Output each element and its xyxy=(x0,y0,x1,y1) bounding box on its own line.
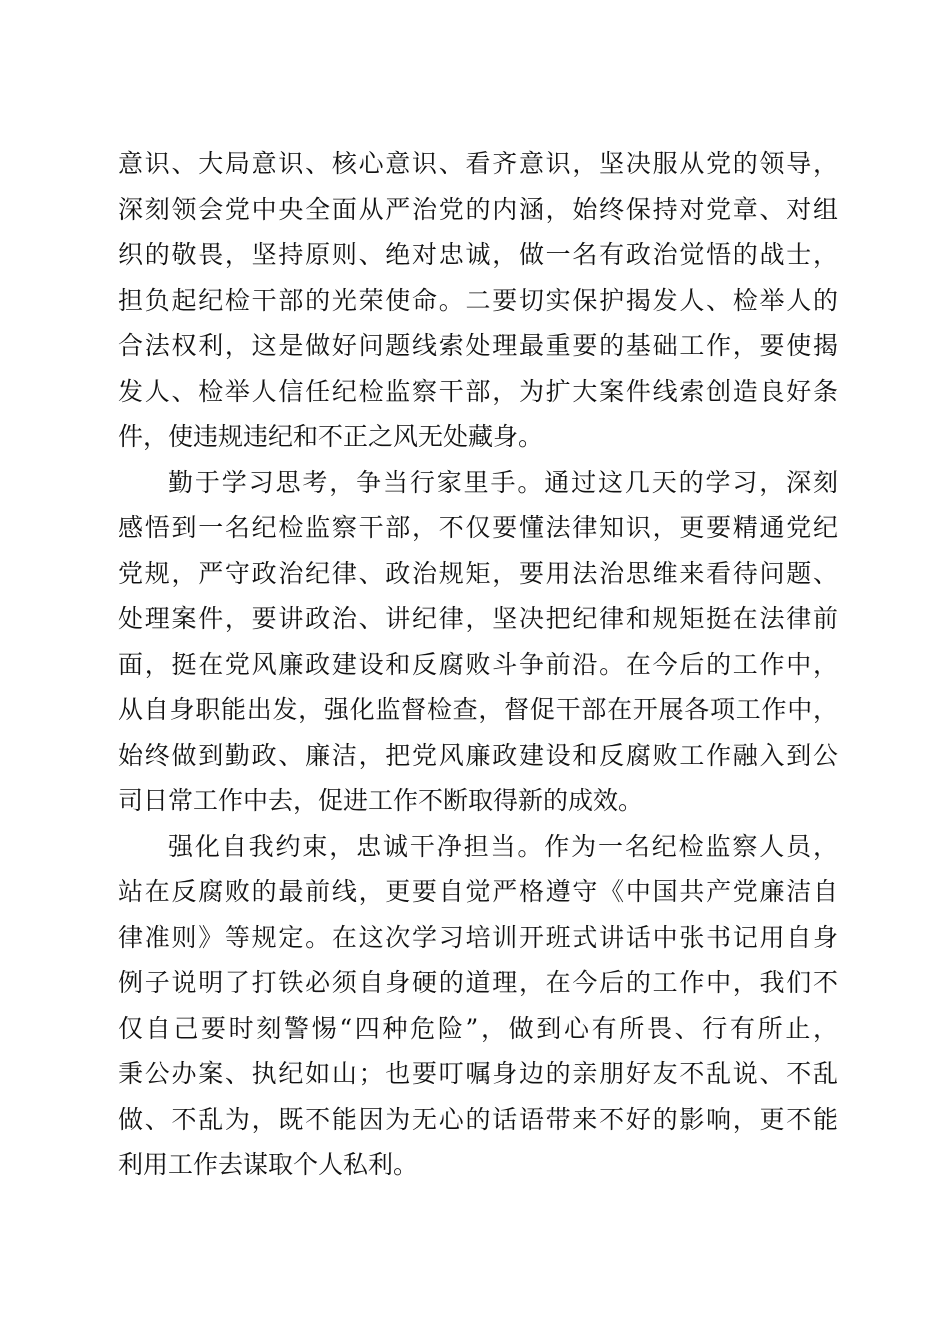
paragraph-3-line-7: 做、不乱为，既不能因为无心的话语带来不好的影响，更不能 xyxy=(118,1104,838,1134)
paragraph-1-line-5: 合法权利，这是做好问题线索处理最重要的基础工作，要使揭 xyxy=(118,331,838,360)
paragraph-1-line-1: 意识、大局意识、核心意识、看齐意识，坚决服从党的领导， xyxy=(118,149,838,178)
document-body xyxy=(118,141,838,1188)
paragraph-3-line-4: 例子说明了打铁必须自身硬的道理，在今后的工作中，我们不 xyxy=(118,968,838,997)
paragraph-1-line-4: 担负起纪检干部的光荣使命。二要切实保护揭发人、检举人的 xyxy=(118,285,838,315)
paragraph-3-line-2: 站在反腐败的最前线，更要自觉严格遵守《中国共产党廉洁自 xyxy=(118,877,838,906)
paragraph-3-line-6: 秉公办案、执纪如山；也要叮嘱身边的亲朋好友不乱说、不乱 xyxy=(118,1059,838,1088)
paragraph-2-line-1: 勤于学习思考，争当行家里手。通过这几天的学习，深刻 xyxy=(168,467,838,497)
paragraph-3-line-1: 强化自我约束，忠诚干净担当。作为一名纪检监察人员， xyxy=(168,831,838,861)
paragraph-2-line-6: 从自身职能出发，强化监督检查，督促干部在开展各项工作中， xyxy=(118,695,838,724)
paragraph-1-line-3: 织的敬畏，坚持原则、绝对忠诚，做一名有政治觉悟的战士， xyxy=(118,240,838,269)
paragraph-2-line-7: 始终做到勤政、廉洁，把党风廉政建设和反腐败工作融入到公 xyxy=(118,740,838,770)
paragraph-2-line-5: 面，挺在党风廉政建设和反腐败斗争前沿。在今后的工作中， xyxy=(118,649,838,679)
paragraph-2-line-8: 司日常工作中去，促进工作不断取得新的成效。 xyxy=(118,786,644,815)
paragraph-3-line-8: 利用工作去谋取个人私利。 xyxy=(118,1150,419,1179)
paragraph-1-line-7: 件，使违规违纪和不正之风无处藏身。 xyxy=(118,422,544,451)
paragraph-3-line-3: 律准则》等规定。在这次学习培训开班式讲话中张书记用自身 xyxy=(118,922,838,952)
paragraph-2-line-3: 党规，严守政治纪律、政治规矩，要用法治思维来看待问题、 xyxy=(118,558,838,588)
paragraph-1-line-2: 深刻领会党中央全面从严治党的内涵，始终保持对党章、对组 xyxy=(118,194,838,224)
paragraph-2-line-4: 处理案件，要讲政治、讲纪律，坚决把纪律和规矩挺在法律前 xyxy=(118,604,838,633)
paragraph-3-line-5: 仅自己要时刻警惕“四种危险”，做到心有所畏、行有所止， xyxy=(118,1013,838,1043)
paragraph-1-line-6: 发人、检举人信任纪检监察干部，为扩大案件线索创造良好条 xyxy=(118,376,838,406)
paragraph-2-line-2: 感悟到一名纪检监察干部，不仅要懂法律知识，更要精通党纪 xyxy=(118,513,838,542)
